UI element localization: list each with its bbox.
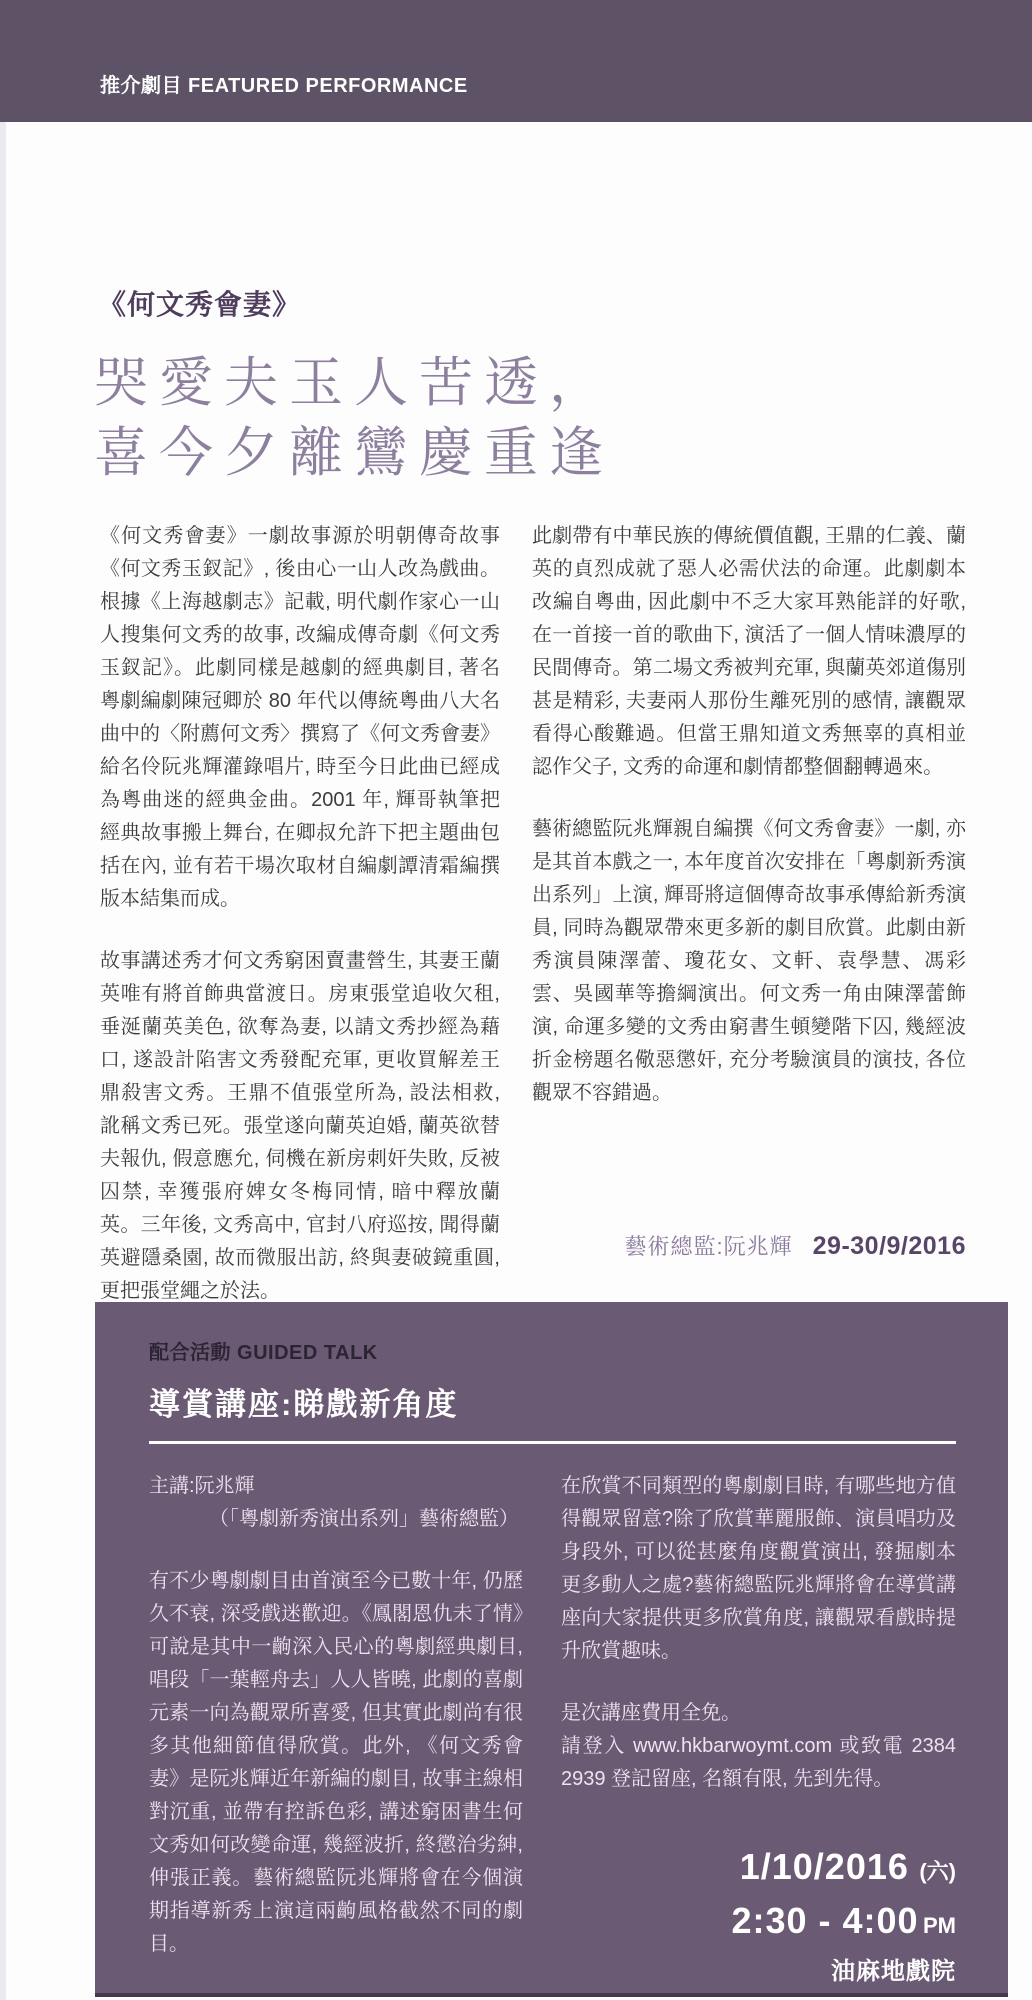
right-paragraph-2: 藝術總監阮兆輝親自編撰《何文秀會妻》一劇, 亦是其首本戲之一, 本年度首次安排在「粵劇新秀演出系列」上演, 輝哥將這個傳奇故事承傳給新秀演員, 同時為觀眾帶來更多新的劇目欣賞。此劇由新秀演員陳澤蕾、瓊花女、文軒、袁學慧、馮彩雲、吳國華等擔綱演出。何文秀一角由陳澤蕾飾演, 命運多變的文秀由窮書生頓變階下囚, 幾經波折金榜題名儆惡懲奸, 充分考驗演員的演技, 各位觀眾不容錯過。 xyxy=(532,818,966,1104)
talk-date-line xyxy=(561,1844,956,1898)
headline-line-2: 喜今夕離鸞慶重逢 xyxy=(94,423,614,483)
talk-time-line xyxy=(561,1898,956,1952)
registration-line: 請登入 www.hkbarwoymt.com 或致電 2384 2939 登記留座, 名額有限, 先到先得。 xyxy=(561,1735,956,1790)
scan-edge-strip xyxy=(0,0,6,2000)
artistic-director-label: 藝術總監:阮兆輝 xyxy=(624,1234,793,1259)
featured-performance-label: 推介劇目 FEATURED PERFORMANCE xyxy=(100,75,468,97)
guided-talk-right-paragraph: 在欣賞不同類型的粵劇劇目時, 有哪些地方值得觀眾留意?除了欣賞華麗服飾、演員唱功及身段外, 可以從甚麼角度觀賞演出, 發掘劇本更多動人之處?藝術總監阮兆輝將會在導賞講座向大家提供更多欣賞角度, 讓觀眾看戲時提升欣賞趣味。 xyxy=(561,1475,956,1662)
talk-venue: 油麻地戲院 xyxy=(831,1958,956,1985)
header-bar xyxy=(0,0,1032,122)
headline-line-1: 哭愛夫玉人苦透， xyxy=(94,353,614,413)
headline xyxy=(94,348,614,488)
speaker-affiliation: （「粵劇新秀演出系列」藝術總監） xyxy=(209,1508,519,1530)
guided-talk-columns xyxy=(149,1470,956,1992)
body-right-column xyxy=(532,520,966,1337)
talk-date: 1/10/2016 xyxy=(739,1846,909,1887)
guided-talk-right-column xyxy=(561,1470,956,1992)
guided-talk-left-column xyxy=(149,1470,523,1992)
guided-talk-box xyxy=(95,1302,1008,1997)
speaker-name: 主講:阮兆輝 xyxy=(149,1475,255,1497)
free-admission-line: 是次講座費用全免。 xyxy=(561,1702,741,1724)
left-paragraph-2: 故事講述秀才何文秀窮困賣畫營生, 其妻王蘭英唯有將首飾典當渡日。房東張堂追收欠租, 垂涎蘭英美色, 欲奪為妻, 以請文秀抄經為藉口, 遂設計陷害文秀發配充軍, 更收買解差王鼎殺害文秀。王鼎不值張堂所為, 設法相救, 訛稱文秀已死。張堂遂向蘭英迫婚, 蘭英欲替夫報仇, 假意應允, 伺機在新房刺奸失敗, 反被囚禁, 幸獲張府婢女冬梅同情, 暗中釋放蘭英。三年後, 文秀高中, 官封八府巡按, 聞得蘭英避隱桑園, 故而微服出訪, 終與妻破鏡重圓, 更把張堂繩之於法。 xyxy=(100,950,500,1302)
guided-talk-title: 導賞講座:睇戲新角度 xyxy=(149,1387,459,1422)
article-body xyxy=(100,520,966,1337)
credit-line xyxy=(625,1230,966,1261)
talk-datetime-block xyxy=(561,1844,956,1992)
divider-rule xyxy=(149,1441,956,1444)
talk-time: 2:30 - 4:00 xyxy=(731,1900,919,1941)
guided-talk-kicker: 配合活動 GUIDED TALK xyxy=(149,1342,378,1364)
talk-date-weekday: (六) xyxy=(919,1859,956,1884)
guided-talk-left-paragraph: 有不少粵劇劇目由首演至今已數十年, 仍歷久不衰, 深受戲迷歡迎。《鳳閣恩仇未了情》可說是其中一齣深入民心的粵劇經典劇目, 唱段「一葉輕舟去」人人皆曉, 此劇的喜劇元素一向為觀眾所喜愛, 但其實此劇尚有很多其他細節值得欣賞。此外, 《何文秀會妻》是阮兆輝近年新編的劇目, 故事主線相對沉重, 並帶有控訴色彩, 講述窮困書生何文秀如何改變命運, 幾經波折, 終懲治劣紳, 伸張正義。藝術總監阮兆輝將會在今個演期指導新秀上演這兩齣風格截然不同的劇目。 xyxy=(149,1570,523,1955)
right-paragraph-1: 此劇帶有中華民族的傳統價值觀, 王鼎的仁義、蘭英的貞烈成就了惡人必需伏法的命運。此劇劇本改編自粵曲, 因此劇中不乏大家耳熟能詳的好歌, 在一首接一首的歌曲下, 演活了一個人情味濃厚的民間傳奇。第二場文秀被判充軍, 與蘭英郊道傷別甚是精彩, 夫妻兩人那份生離死別的感情, 讓觀眾看得心酸難過。但當王鼎知道文秀無辜的真相並認作父子, 文秀的命運和劇情都整個翻轉過來。 xyxy=(532,525,966,778)
left-paragraph-1: 《何文秀會妻》一劇故事源於明朝傳奇故事《何文秀玉釵記》, 後由心一山人改為戲曲。根據《上海越劇志》記載, 明代劇作家心一山人搜集何文秀的故事, 改編成傳奇劇《何文秀玉釵記》。此劇同樣是越劇的經典劇目, 著名粵劇編劇陳冠卿於 80 年代以傳統粵曲八大名曲中的〈附薦何文秀〉撰寫了《何文秀會妻》給名伶阮兆輝灌錄唱片, 時至今日此曲已經成為粵曲迷的經典金曲。2001 年, 輝哥執筆把經典故事搬上舞台, 在卿叔允許下把主題曲包括在內, 並有若干場次取材自編劇譚清霜編撰版本結集而成。 xyxy=(100,525,500,910)
performance-dates: 29-30/9/2016 xyxy=(812,1232,966,1260)
body-left-column xyxy=(100,520,500,1337)
talk-time-ampm: PM xyxy=(923,1913,956,1938)
page-title: 《何文秀會妻》 xyxy=(98,289,302,320)
